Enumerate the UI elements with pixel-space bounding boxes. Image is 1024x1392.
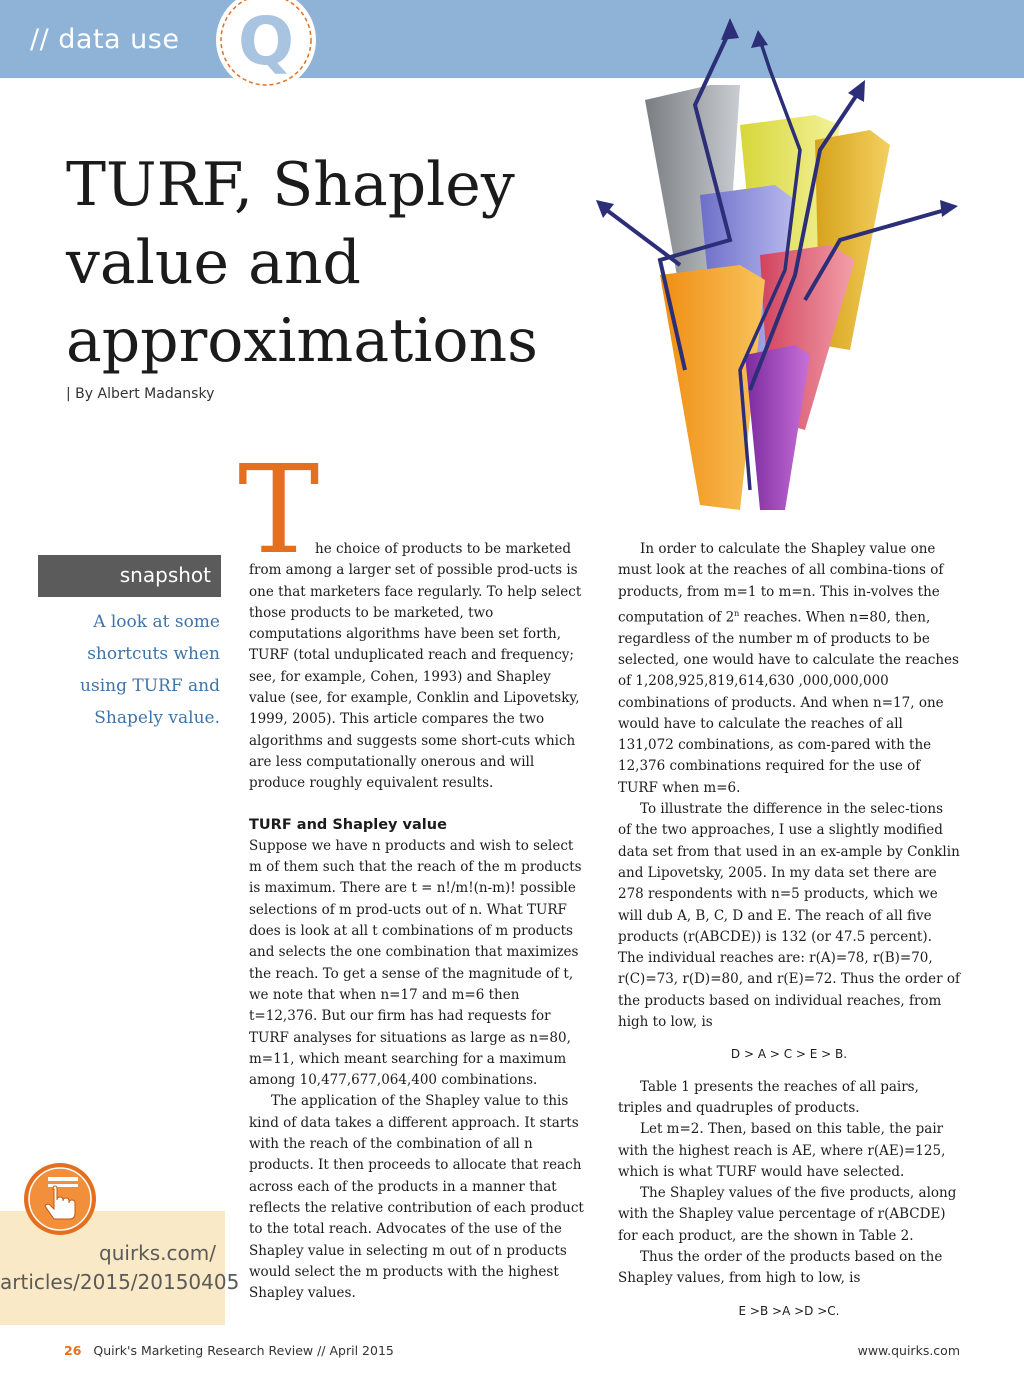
snapshot-summary: [38, 606, 220, 734]
q-badge-icon: [214, 0, 318, 92]
lead-first-line: he choice of products to be marketed: [315, 541, 571, 557]
link-line[interactable]: articles/2015/20150405: [0, 1270, 240, 1294]
snapshot-line: using TURF and: [80, 676, 220, 696]
page-number: 26: [64, 1343, 82, 1358]
publication-name: Quirk's Marketing Research Review // April 2015: [93, 1343, 394, 1358]
link-line[interactable]: quirks.com/: [99, 1241, 216, 1265]
title-line: TURF, Shapley: [66, 150, 515, 220]
lead-paragraph: from among a larger set of possible prod-ucts is one that marketers face regularly. To help select those products to be marketed, two computations algorithms have been set forth, TURF (total unduplicated reach and frequency; see, for example, Cohen, 1993) and Shapley value (see, for example, Conklin and Lipovetsky, 1999, 2005). This article compares the two algorithms and suggests some short-cuts which are less computationally onerous and will produce roughly equivalent results.: [249, 562, 582, 792]
section-label: // data use: [30, 24, 180, 55]
snapshot-label: snapshot: [119, 563, 211, 587]
pointing-hand-icon: [22, 1161, 98, 1237]
paragraph: [618, 539, 960, 799]
shapley-order: E >B >A >D >C.: [738, 1303, 840, 1318]
superscript-n: n: [734, 608, 740, 618]
title-line: approximations: [66, 306, 538, 376]
drop-cap: T: [238, 439, 320, 581]
body-column-2: [618, 539, 960, 1333]
snapshot-header: [38, 555, 221, 597]
byline: | By Albert Madansky: [66, 386, 215, 402]
snapshot-line: A look at some: [93, 612, 220, 632]
paragraph: Thus the order of the products based on the Shapley values, from high to low, is: [618, 1249, 943, 1287]
paragraph: Table 1 presents the reaches of all pairs, triples and quadruples of products.: [618, 1078, 919, 1116]
paragraph: Let m=2. Then, based on this table, the pair with the highest reach is AE, where r(AE)=125, which is what TURF would have selected.: [618, 1121, 946, 1180]
snapshot-line: Shapely value.: [94, 708, 220, 728]
paragraph-part: In order to calculate the Shapley value one must look at the reaches of all combina-tions of products, from m=1 to m=n. This in-volves the computation of 2: [618, 541, 944, 626]
title-line: value and: [66, 228, 361, 298]
paragraph: The application of the Shapley value to this kind of data takes a different approach. It starts with the reach of the combination of all n products. It then proceeds to allocate that reach across each of the products in a manner that reflects the relative contribution of each product to the total reach. Advocates of the use of the Shapley value in selecting m out of n products would select the m products with the highest Shapley values.: [249, 1093, 584, 1302]
paragraph: The Shapley values of the five products, along with the Shapley value percentage of r(ABCDE) for each product, are the shown in Table 2.: [618, 1185, 957, 1244]
section-subhead: TURF and Shapley value: [249, 816, 447, 833]
article-link[interactable]: [0, 1239, 240, 1297]
footer-publication: [64, 1343, 394, 1358]
reach-order: D > A > C > E > B.: [730, 1047, 848, 1062]
bar-sculpture-illustration: [590, 10, 990, 530]
snapshot-line: shortcuts when: [87, 644, 220, 664]
paragraph: To illustrate the difference in the selec-tions of the two approaches, I use a slightly modified data set from that used in an ex-ample by Conklin and Lipovetsky, 2005. In my data set there are 278 respondents with n=5 products, which we will dub A, B, C, D and E. The reach of all five products (r(ABCDE)) is 132 (or 47.5 percent). The individual reaches are: r(A)=78, r(B)=70, r(C)=73, r(D)=80, and r(E)=72. Thus the order of the products based on individual reaches, from high to low, is: [618, 801, 960, 1031]
paragraph-part: reaches. When n=80, then, regardless of the number m of products to be selected, one would have to calculate the reaches of 1,208,925,819,614,630 ,000,000,000 combinations of products. And when n=17, one would have to calculate the reaches of all 131,072 combinations, as com-pared with the 12,376 combinations required for the use of TURF when m=6.: [618, 609, 959, 796]
footer-url[interactable]: www.quirks.com: [857, 1343, 960, 1358]
article-title: [66, 146, 586, 380]
body-column-1: [249, 539, 589, 1304]
paragraph: Suppose we have n products and wish to select m of them such that the reach of the m products is maximum. There are t = n!/m!(n-m)! possible selections of m prod-ucts out of n. What TURF does is look at all t combinations of m products and selects the one combination that maximizes the reach. To get a sense of the magnitude of t, we note that when n=17 and m=6 then t=12,376. But our firm has had requests for TURF analyses for situations as large as n=80, m=11, which meant searching for a maximum among 10,477,677,064,400 combinations.: [249, 837, 582, 1089]
badge-letter: Q: [237, 3, 295, 80]
